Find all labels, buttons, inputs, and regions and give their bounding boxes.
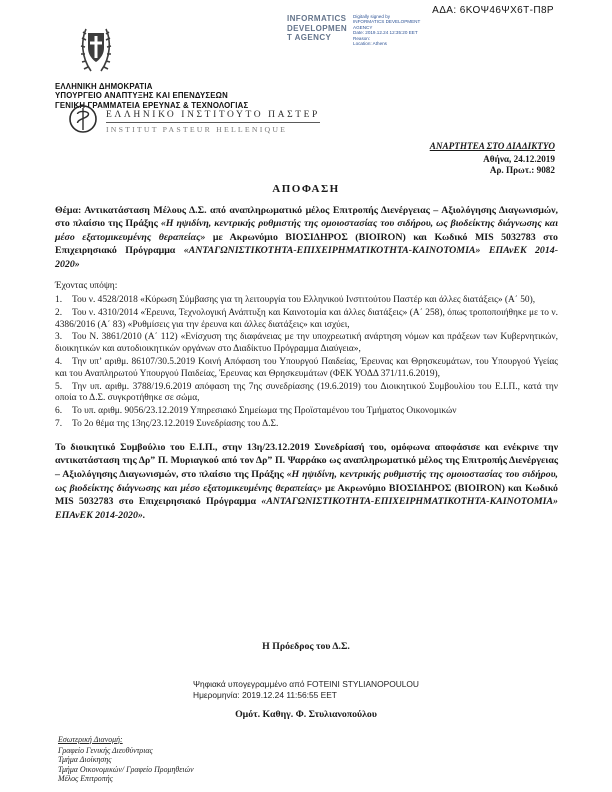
considerations-intro: Έχοντας υπόψη: xyxy=(55,281,118,292)
consideration-item xyxy=(55,406,558,418)
item-number: 5. xyxy=(55,381,63,392)
distribution-line: Τμήμα Διοίκησης xyxy=(58,755,112,765)
stamp-detail-line: Date: 2019.12.24 12:35:20 EET xyxy=(353,30,418,36)
stamp-signature-details xyxy=(353,14,448,46)
internal-distribution-block xyxy=(58,735,194,784)
city-date-line: Αθήνα, 24.12.2019 xyxy=(483,154,555,164)
pasteur-name-french: INSTITUT PASTEUR HELLENIQUE xyxy=(106,124,288,134)
digital-signature-date: Ημερομηνία: 2019.12.24 11:56:55 EET xyxy=(193,690,337,700)
item-number: 3. xyxy=(55,332,63,343)
stamp-agency-line: DEVELOPMEN xyxy=(287,23,348,33)
secretariat-line: ΓΕΝΙΚΗ ΓΡΑΜΜΑΤΕΙΑ ΕΡΕΥΝΑΣ & ΤΕΧΝΟΛΟΓΙΑΣ xyxy=(55,100,249,110)
item-text: Την υπ. αριθμ. 3788/19.6.2019 απόφαση της 7ης συνεδρίασης (19.6.2019) του Διοικητικού Συμβουλίου του Ε.Ι.Π., κατά την οποία το Δ.Σ. συγκροτήθηκε σε σώμα, xyxy=(55,381,558,404)
item-text: Το υπ. αριθμ. 9056/23.12.2019 Υπηρεσιακό Σημείωμα της Προϊσταμένου του Τμήματος Οικονομικών xyxy=(72,406,457,417)
ministry-line: ΥΠΟΥΡΓΕΙΟ ΑΝΑΠΤΥΞΗΣ ΚΑΙ ΕΠΕΝΔΥΣΕΩΝ xyxy=(55,91,228,101)
subject-text: Αντικατάσταση Μέλους Δ.Σ. από αναπληρωματικό μέλος Επιτροπής Διενέργειας – Αξιολόγησης Διαγωνισμών, στο πλαίσιο της Πράξης xyxy=(55,205,558,230)
item-text: Του ν. 4310/2014 «Έρευνα, Τεχνολογική Ανάπτυξη και Καινοτομία και άλλες διατάξεις» (Α΄ 258), όπως τροποποιήθηκε με το ν. 4386/2016 (Α΄ 83) «Ρυθμίσεις για την έρευνα και άλλες διατάξεις» και ισχύει, xyxy=(55,307,558,330)
signatory-role: Η Πρόεδρος του Δ.Σ. xyxy=(262,641,350,652)
decision-text: Το διοικητικό Συμβούλιο του Ε.Ι.Π., στην 13η/23.12.2019 Συνεδρίασή του, ομόφωνα αποφάσισε και ενέκρινε την αντικατάσταση της Δρ” Π. Μυριαγκού από τον Δρ” Π. Ψαρράκο ως αναπληρωματικό μέλος της Επιτροπής Διενέργειας – Αξιολόγησης Διαγωνισμών, στο πλαίσιο της Πράξης xyxy=(55,441,558,480)
item-number: 2. xyxy=(55,307,63,318)
document-body xyxy=(55,204,558,522)
consideration-item xyxy=(55,419,558,431)
distribution-line: Τμήμα Οικονομικών/ Γραφείο Προμηθειών xyxy=(58,764,194,774)
document-meta-block xyxy=(430,141,555,175)
subject-paragraph xyxy=(55,204,558,271)
stamp-detail-line: INFORMATICS DEVELOPMENT xyxy=(353,19,421,25)
digital-signature-text xyxy=(193,679,419,701)
stamp-detail-line: Location: Athens xyxy=(353,41,387,47)
item-text: Του ν. 4528/2018 «Κύρωση Σύμβασης για τη λειτουργία του Ελληνικού Ινστιτούτου Παστέρ και άλλες διατάξεις» (Α΄ 50), xyxy=(72,295,536,306)
consideration-item xyxy=(55,332,558,356)
ada-code: ΑΔΑ: 6ΚΟΨ46ΨΧ6Τ-Π8Ρ xyxy=(432,5,554,16)
subject-text: με Ακρωνύμιο ΒΙΟΣΙΔΗΡΟΣ (BIOIRON) και Κωδικό MIS 5032783 στο Επιχειρησιακό Πρόγραμμα xyxy=(55,231,558,257)
considerations-list xyxy=(55,295,558,431)
subject-label: Θέμα: xyxy=(55,205,82,216)
item-text: Του Ν. 3861/2010 (Α΄ 112) «Ενίσχυση της διαφάνειας με την υποχρεωτική ανάρτηση νόμων και πράξεων των Κυβερνητικών, διοικητικών και αυτοδιοικητικών οργάνων στο Διαδίκτυο Πρόγραμμα Διαύγεια», xyxy=(55,332,558,355)
stamp-agency-name xyxy=(287,14,347,46)
consideration-item xyxy=(55,357,558,381)
hellenic-republic-line: ΕΛΛΗΝΙΚΗ ΔΗΜΟΚΡΑΤΙΑ xyxy=(55,82,153,91)
item-number: 7. xyxy=(55,419,63,429)
item-number: 6. xyxy=(55,406,63,417)
consideration-item xyxy=(55,308,558,332)
stamp-detail-line: Digitally signed by xyxy=(353,14,391,19)
distribution-line: Μέλος Επιτροπής xyxy=(58,774,113,784)
consideration-item xyxy=(55,295,558,307)
pasteur-institute-block xyxy=(68,104,320,139)
digital-signature-stamp xyxy=(287,14,448,46)
signature-block xyxy=(0,641,612,720)
pasteur-name-greek: ΕΛΛΗΝΙΚΟ ΙΝΣΤΙΤΟΥΤΟ ΠΑΣΤΕΡ xyxy=(106,110,320,123)
stamp-detail-line: AGENCY xyxy=(353,24,373,30)
subject-project-title: «Η ηψιδίνη, κεντρικής ρυθμιστής της ομοιοστασίας του σιδήρου, ως βιοδείκτης διάγνωσης και μέσο εξατομικευμένης θεραπείας» xyxy=(55,218,558,243)
pasteur-name-block xyxy=(106,110,320,134)
distribution-line: Γραφείο Γενικής Διευθύντριας xyxy=(58,745,153,755)
pasteur-logo-icon xyxy=(68,104,98,139)
stamp-agency-line: T AGENCY xyxy=(287,33,332,42)
protocol-number: Αρ. Πρωτ.: 9082 xyxy=(489,165,555,175)
consideration-item xyxy=(55,382,558,406)
item-text: Το 2ο θέμα της 13ης/23.12.2019 Συνεδρίασης του Δ.Σ. xyxy=(72,419,279,429)
item-number: 1. xyxy=(55,295,63,306)
decision-programme-title: «ΑΝΤΑΓΩΝΙΣΤΙΚΟΤΗΤΑ-ΕΠΙΧΕΙΡΗΜΑΤΙΚΟΤΗΤΑ-ΚΑΙΝΟΤΟΜΙΑ» ΕΠΑνΕΚ 2014-2020». xyxy=(55,496,558,521)
decision-project-title: «Η ηψιδίνη, κεντρικής ρυθμιστής της ομοιοστασίας του σιδήρου, ως βιοδείκτης διάγνωσης και μέσο εξατομικευμένης θεραπείας» xyxy=(55,468,558,494)
decision-title: ΑΠΟΦΑΣΗ xyxy=(272,183,340,195)
signatory-name: Ομότ. Καθηγ. Φ. Στυλιανοπούλου xyxy=(235,709,377,720)
internet-posting-label: ΑΝΑΡΤΗΤΕΑ ΣΤΟ ΔΙΑΔΙΚΤΥΟ xyxy=(429,141,555,151)
stamp-agency-line: INFORMATICS xyxy=(287,14,347,23)
distribution-heading: Εσωτερική Διανομή: xyxy=(58,735,123,744)
greek-coat-of-arms-icon xyxy=(78,26,114,81)
decision-text: με Ακρωνύμιο ΒΙΟΣΙΔΗΡΟΣ (BIOIRON) και Κωδικό MIS 5032783 στο Επιχειρησιακό Πρόγραμμα xyxy=(55,482,558,508)
stamp-detail-line: Reason: xyxy=(353,35,371,41)
decision-paragraph xyxy=(55,441,558,523)
digital-signature-line: Ψηφιακά υπογεγραμμένο από FOTEINI STYLIANOPOULOU xyxy=(193,679,419,689)
item-number: 4. xyxy=(55,357,63,368)
subject-programme-title: «ΑΝΤΑΓΩΝΙΣΤΙΚΟΤΗΤΑ-ΕΠΙΧΕΙΡΗΜΑΤΙΚΟΤΗΤΑ-ΚΑΙΝΟΤΟΜΙΑ» ΕΠΑνΕΚ 2014-2020» xyxy=(55,245,558,270)
item-text: Την υπ’ αριθμ. 86107/30.5.2019 Κοινή Απόφαση του Υπουργού Παιδείας, Έρευνας και Θρησκευμάτων, του Υπουργού Υγείας και του Αναπληρωτού Υπουργού Παιδείας, Έρευνας και Θρησκευμάτων (ΦΕΚ ΥΟΔΔ 371/11.6.2019), xyxy=(55,357,558,379)
